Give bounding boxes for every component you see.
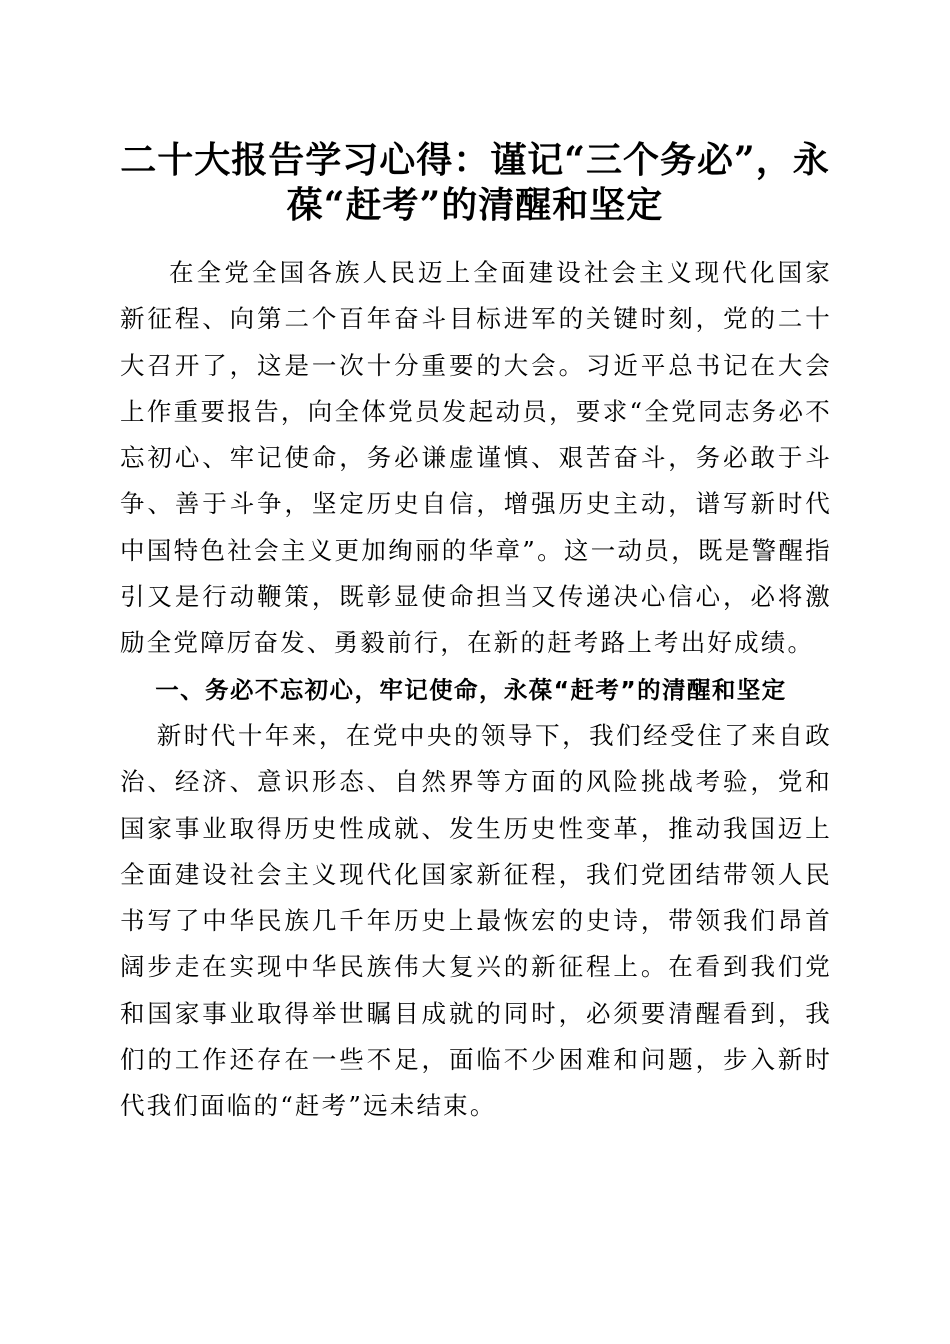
document-title: 二十大报告学习心得：谨记“三个务必”，永葆“赶考”的清醒和坚定 (120, 139, 830, 226)
document-body (120, 250, 832, 1130)
paragraph: 新时代十年来，在党中央的领导下，我们经受住了来自政治、经济、意识形态、自然界等方面的风险挑战考验，党和国家事业取得历史性成就、发生历史性变革，推动我国迈上全面建设社会主义现代化国家新征程，我们党团结带领人民书写了中华民族几千年历史上最恢宏的史诗，带领我们昂首阔步走在实现中华民族伟大复兴的新征程上。在看到我们党和国家事业取得举世瞩目成就的同时，必须要清醒看到，我们的工作还存在一些不足，面临不少困难和问题，步入新时代我们面临的“赶考”远未结束。 (120, 720, 832, 1121)
paragraph: 在全党全国各族人民迈上全面建设社会主义现代化国家新征程、向第二个百年奋斗目标进军的关键时刻，党的二十大召开了，这是一次十分重要的大会。习近平总书记在大会上作重要报告，向全体党员发起动员，要求“全党同志务必不忘初心、牢记使命，务必谦虚谨慎、艰苦奋斗，务必敢于斗争、善于斗争，坚定历史自信，增强历史主动，谱写新时代中国特色社会主义更加绚丽的华章”。这一动员，既是警醒指引又是行动鞭策，既彰显使命担当又传递决心信心，必将激励全党障厉奋发、勇毅前行，在新的赶考路上考出好成绩。 (120, 258, 832, 658)
section-heading: 一、务必不忘初心，牢记使命，永葆“赶考”的清醒和坚定 (155, 675, 787, 704)
